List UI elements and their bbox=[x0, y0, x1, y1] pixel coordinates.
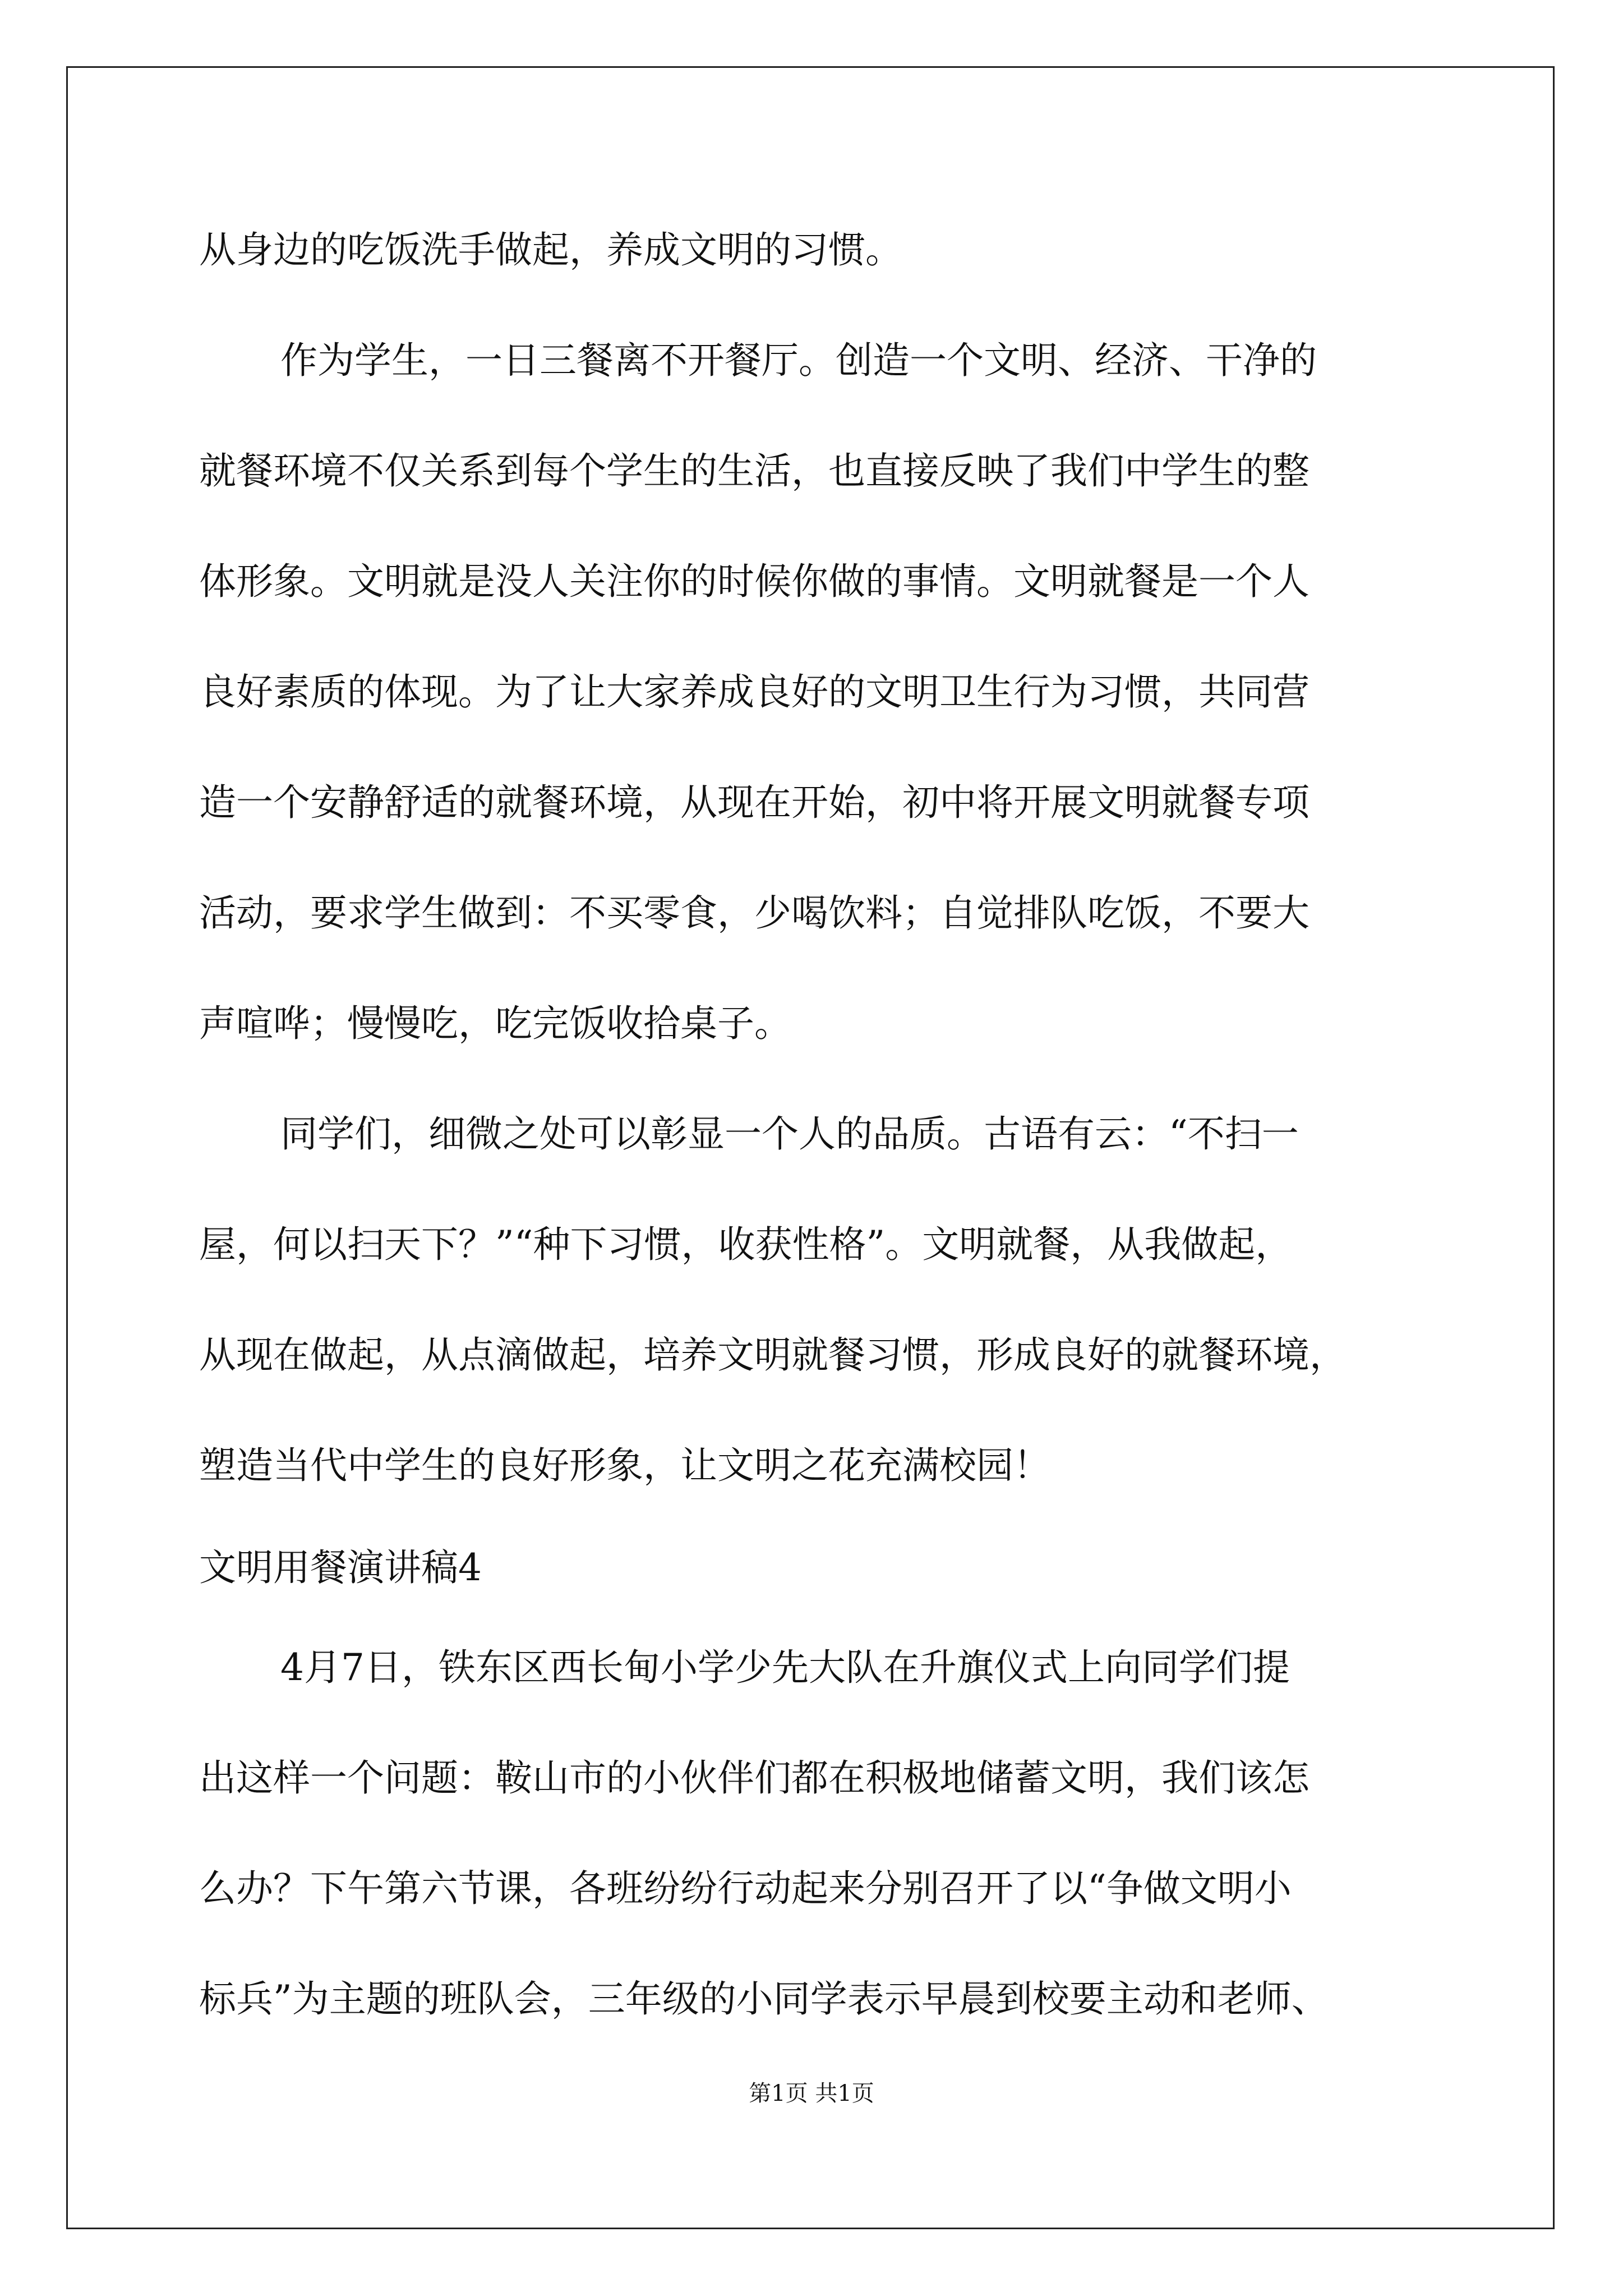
text-line: 就餐环境不仅关系到每个学生的生活，也直接反映了我们中学生的整 bbox=[199, 449, 1310, 493]
section-heading: 文明用餐演讲稿4 bbox=[199, 1546, 482, 1589]
text-line: 造一个安静舒适的就餐环境，从现在开始，初中将开展文明就餐专项 bbox=[199, 781, 1310, 824]
text-line: 标兵”为主题的班队会，三年级的小同学表示早晨到校要主动和老师、 bbox=[199, 1977, 1329, 2021]
text-line: 么办？下午第六节课，各班纷纷行动起来分别召开了以“争做文明小 bbox=[199, 1867, 1292, 1910]
text-line: 良好素质的体现。为了让大家养成良好的文明卫生行为习惯，共同营 bbox=[199, 670, 1310, 714]
text-line: 塑造当代中学生的良好形象，让文明之花充满校园！ bbox=[199, 1444, 1050, 1487]
text-line: 声喧哗；慢慢吃，吃完饭收拾桌子。 bbox=[199, 1002, 791, 1045]
page-footer: 第1页 共1页 bbox=[749, 2081, 874, 2106]
text-line: 从现在做起，从点滴做起，培养文明就餐习惯，形成良好的就餐环境， bbox=[199, 1333, 1347, 1377]
text-line: 屋，何以扫天下？”“种下习惯，收获性格”。文明就餐，从我做起， bbox=[199, 1223, 1293, 1266]
text-line: 从身边的吃饭洗手做起，养成文明的习惯。 bbox=[199, 228, 902, 272]
text-line: 活动，要求学生做到：不买零食，少喝饮料；自觉排队吃饭，不要大 bbox=[199, 891, 1310, 935]
text-line: 体形象。文明就是没人关注你的时候你做的事情。文明就餐是一个人 bbox=[199, 560, 1310, 603]
text-line: 4月7日，铁东区西长甸小学少先大队在升旗仪式上向同学们提 bbox=[280, 1646, 1290, 1689]
text-line: 作为学生，一日三餐离不开餐厅。创造一个文明、经济、干净的 bbox=[280, 339, 1317, 382]
text-line: 同学们，细微之处可以彰显一个人的品质。古语有云：“不扫一 bbox=[280, 1112, 1299, 1156]
text-line: 出这样一个问题：鞍山市的小伙伴们都在积极地储蓄文明，我们该怎 bbox=[199, 1756, 1310, 1800]
